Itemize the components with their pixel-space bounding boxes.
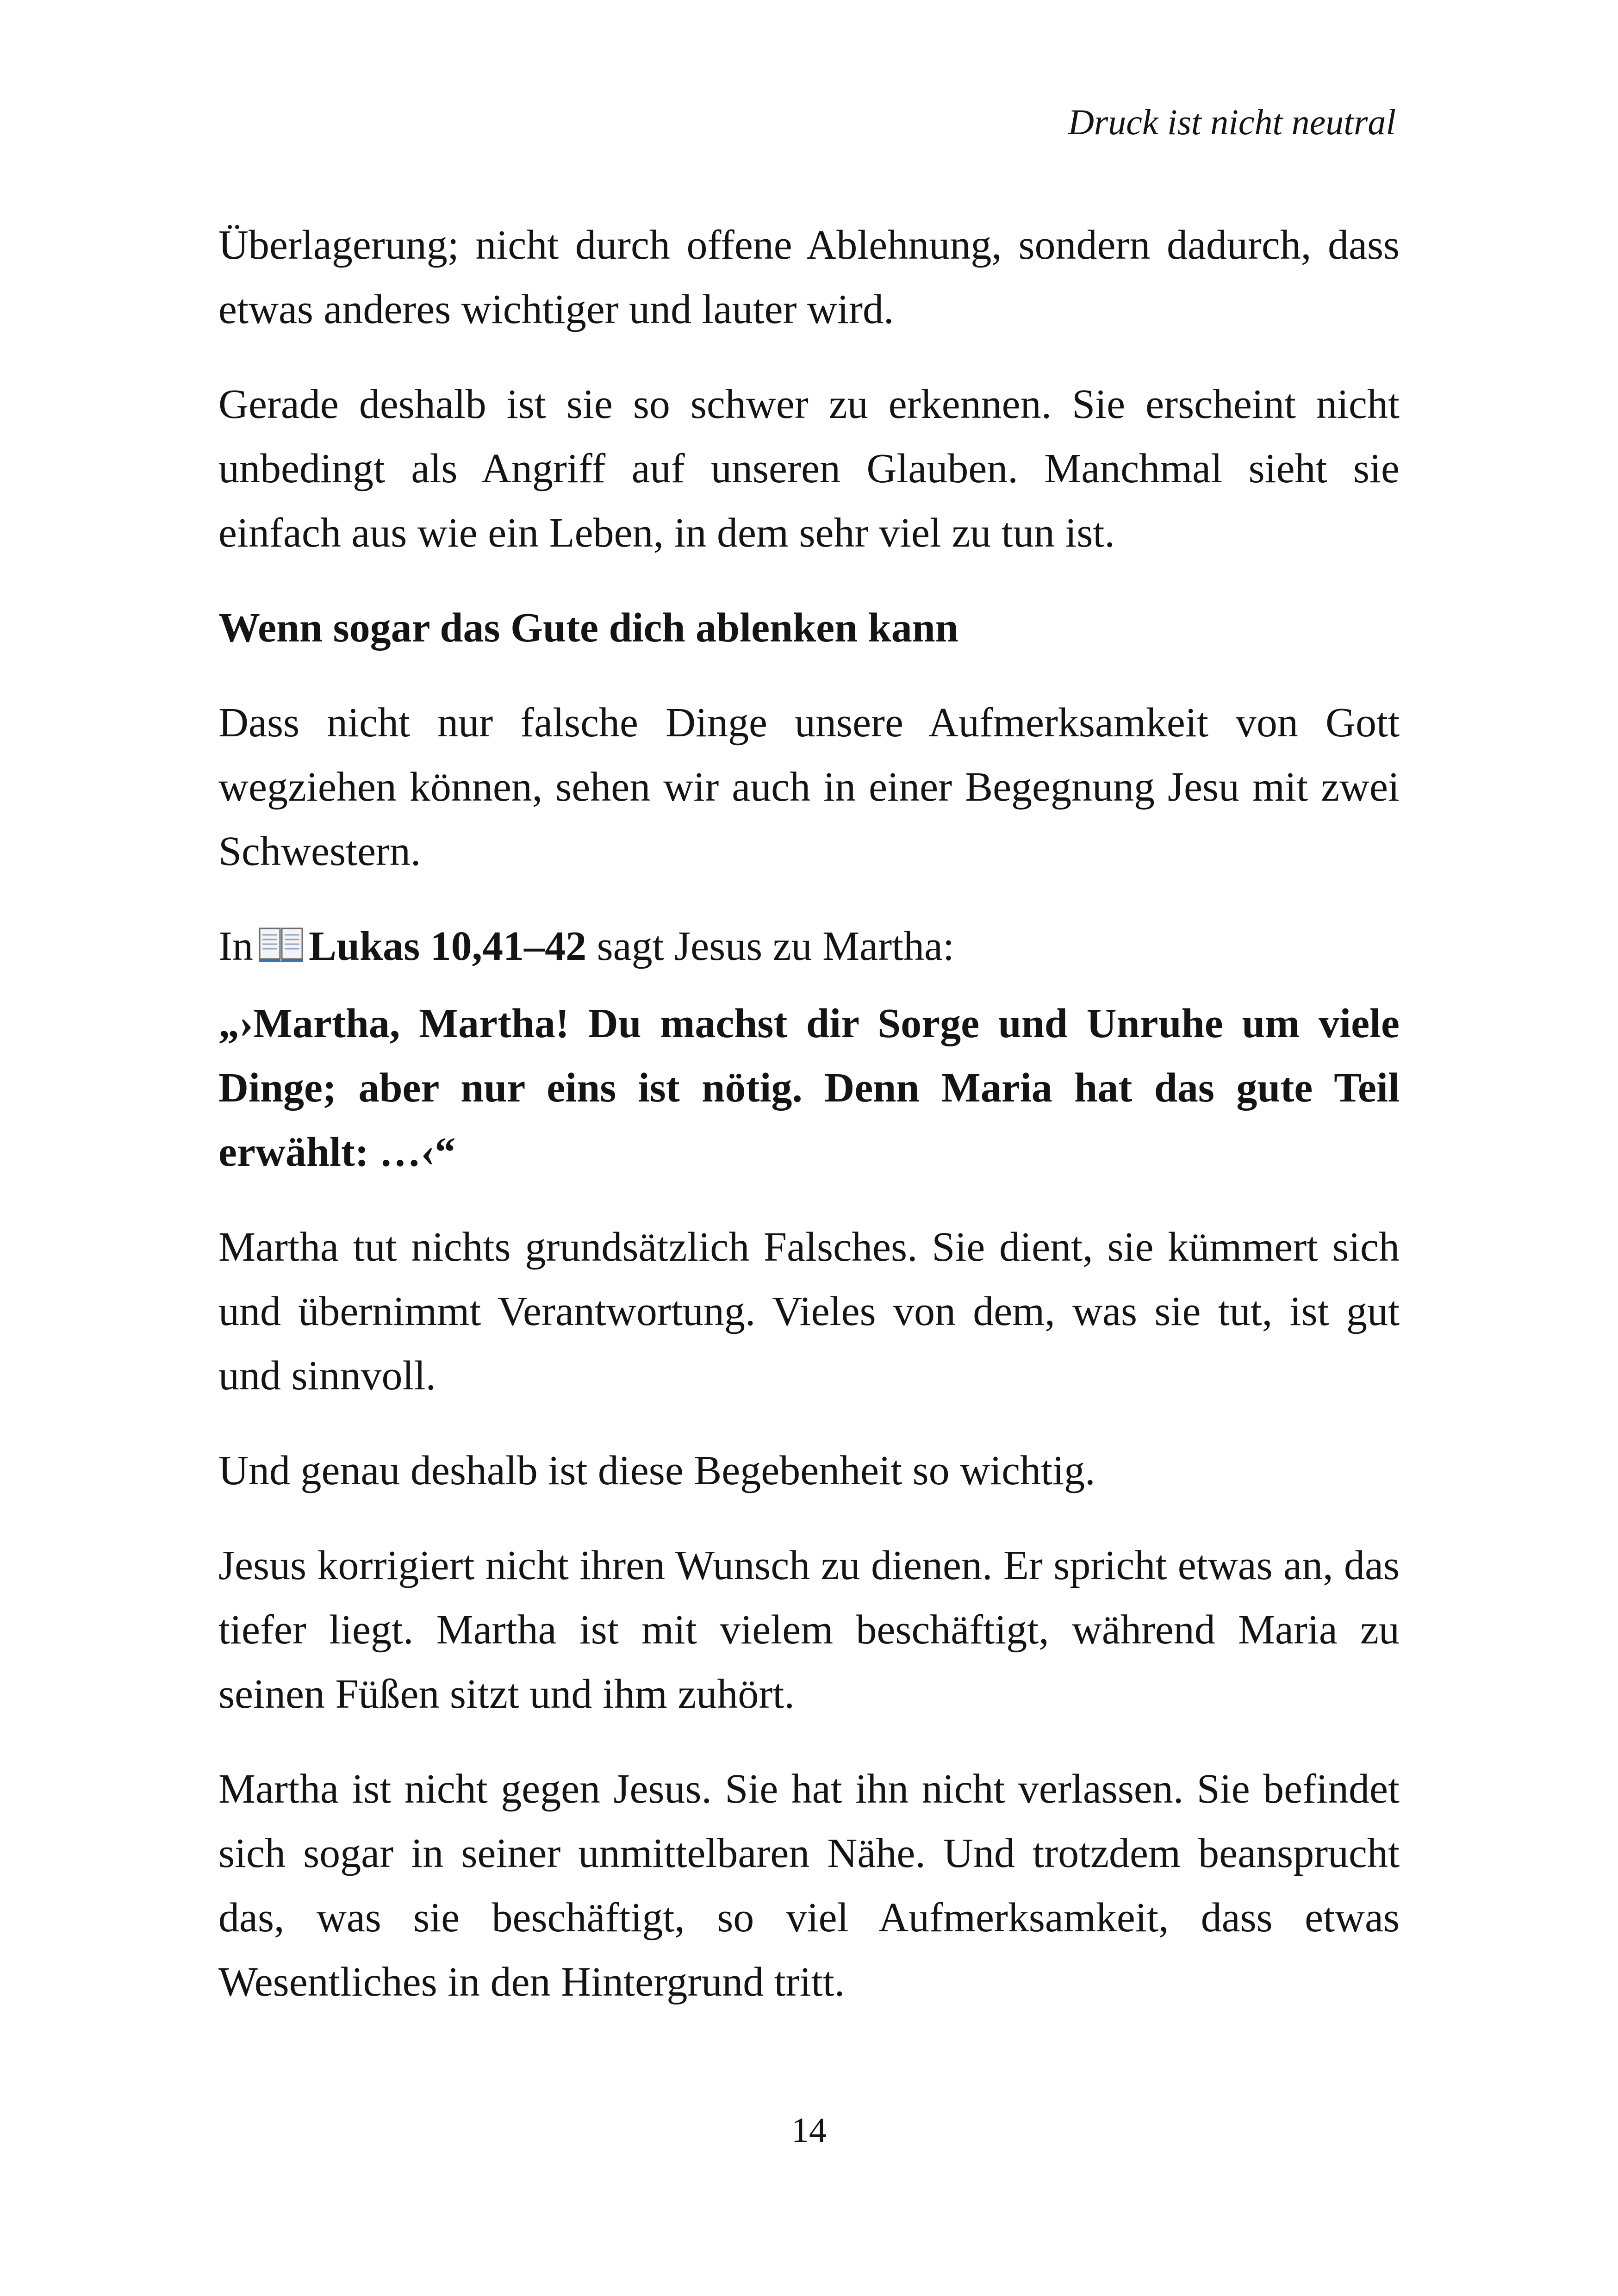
bible-quote: „›Martha, Martha! Du machst dir Sorge und Unruhe um viele Dinge; aber nur eins ist nötig. Denn Maria hat das gute Teil erwählt: …‹“ [218,1001,1400,1175]
paragraph-2: Gerade deshalb ist sie so schwer zu erkennen. Sie erscheint nicht unbedingt als Angriff auf unseren Glauben. Manchmal sieht sie einfach aus wie ein Leben, in dem sehr viel zu tun ist. [218,381,1400,556]
paragraph-6: Jesus korrigiert nicht ihren Wunsch zu dienen. Er spricht etwas an, das tiefer liegt. Martha ist mit vielem beschäftigt, während Maria zu seinen Füßen sitzt und ihm zuhört. [218,1543,1400,1717]
page-number: 14 [791,2111,827,2150]
section-heading: Wenn sogar das Gute dich ablenken kann [218,605,958,651]
running-header: Druck ist nicht neutral [1068,102,1396,142]
paragraph-5: Und genau deshalb ist diese Begebenheit so wichtig. [218,1448,1095,1493]
paragraph-3: Dass nicht nur falsche Dinge unsere Aufmerksamkeit von Gott wegziehen können, sehen wir auch in einer Begegnung Jesu mit zwei Schwestern. [218,700,1400,874]
paragraph-1: Überlagerung; nicht durch offene Ablehnung, sondern dadurch, dass etwas anderes wichtiger und lauter wird. [218,222,1400,332]
paragraph-4: Martha tut nichts grundsätzlich Falsches. Sie dient, sie kümmert sich und übernimmt Verantwortung. Vieles von dem, was sie tut, ist gut und sinnvoll. [218,1224,1400,1399]
bible-reference: Lukas 10,41–42 [308,923,587,969]
verse-intro-prefix: In [218,923,253,969]
open-book-icon [258,918,304,982]
verse-intro-suffix: sagt Jesus zu Martha: [597,923,954,969]
page-body [218,213,1400,2045]
verse-intro [218,914,1400,982]
paragraph-7: Martha ist nicht gegen Jesus. Sie hat ihn nicht verlassen. Sie befindet sich sogar in seiner unmittelbaren Nähe. Und trotzdem beansprucht das, was sie beschäftigt, so viel Aufmerksamkeit, dass etwas Wesentliches in den Hintergrund tritt. [218,1766,1400,2005]
